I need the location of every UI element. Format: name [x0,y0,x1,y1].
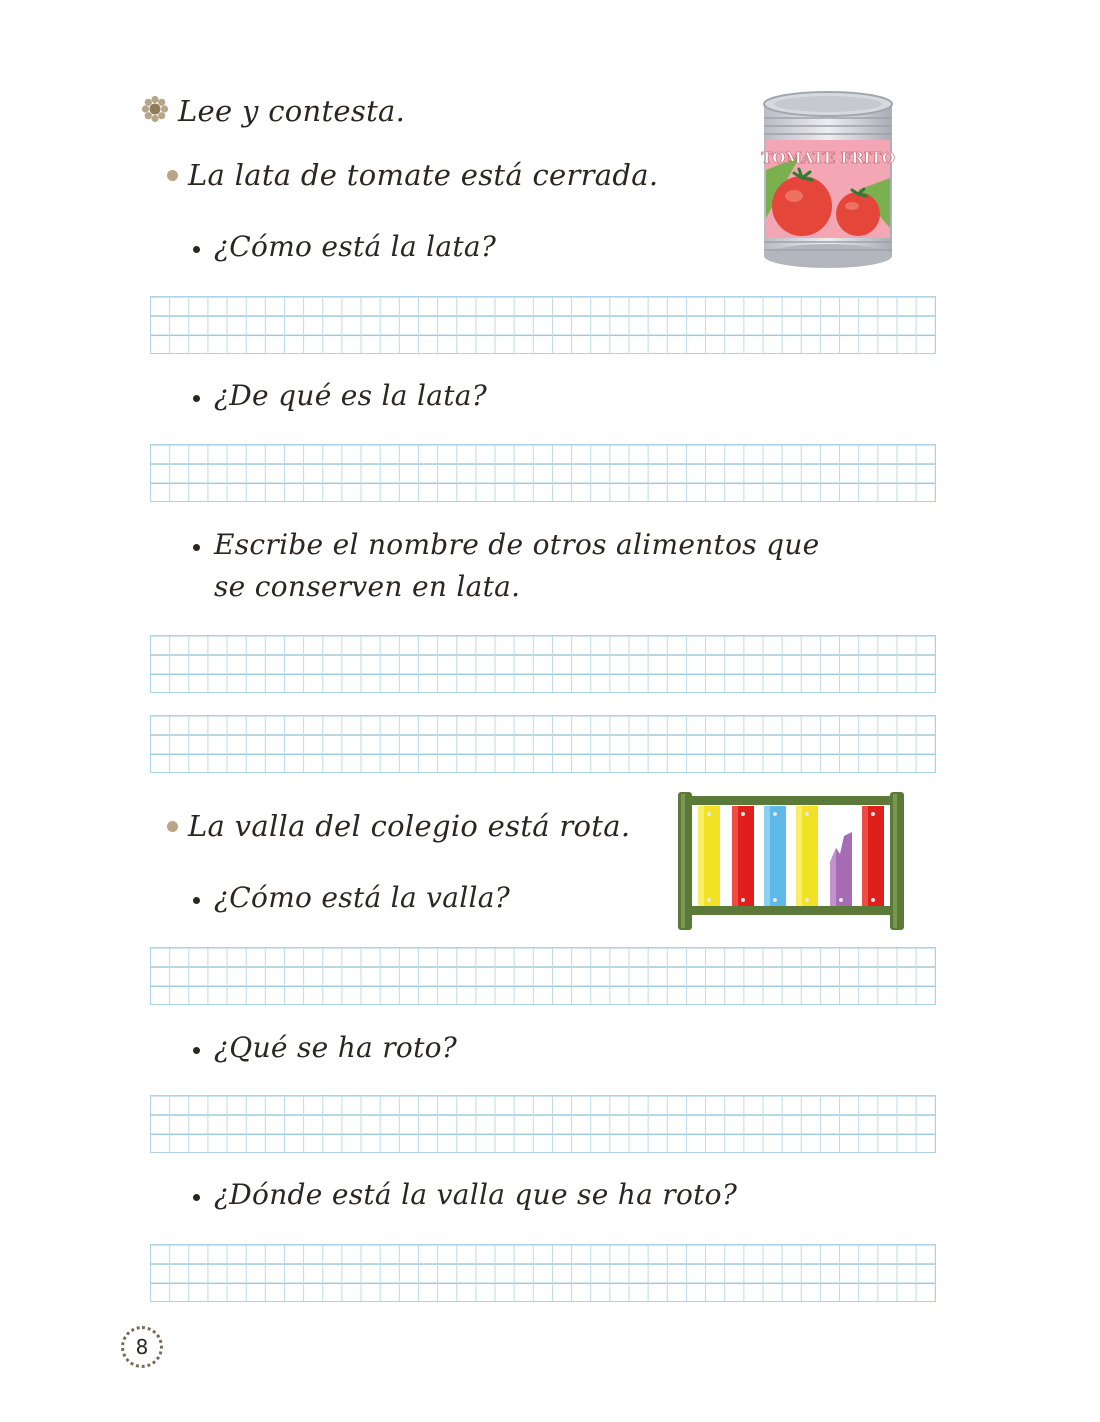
answer-grid-2[interactable] [150,444,936,502]
question-bullet [193,1047,200,1054]
question-bullet [193,544,200,551]
question-bullet [193,1194,200,1201]
statement-can: La lata de tomate está cerrada. [188,158,659,192]
answer-grid-7[interactable] [150,1244,936,1302]
flower-icon [141,95,169,123]
question-bullet [193,897,200,904]
question-fence-location: ¿Dónde está la valla que se ha roto? [214,1178,738,1211]
question-bullet [193,246,200,253]
answer-grid-5[interactable] [150,947,936,1005]
tomato-can-icon [760,90,896,272]
answer-grid-3[interactable] [150,635,936,693]
answer-grid-4[interactable] [150,715,936,773]
question-can-state: ¿Cómo está la lata? [214,230,497,263]
answer-grid-6[interactable] [150,1095,936,1153]
answer-grid-1[interactable] [150,296,936,354]
question-canned-foods: Escribe el nombre de otros alimentos que se conserven en lata. [214,528,820,603]
broken-fence-icon [676,790,908,932]
question-can-content: ¿De qué es la lata? [214,379,488,412]
question-what-broke: ¿Qué se ha roto? [214,1031,458,1064]
page-number: 8 [121,1326,163,1368]
statement-bullet [167,821,178,832]
exercise-heading: Lee y contesta. [178,94,406,128]
question-fence-state: ¿Cómo está la valla? [214,881,511,914]
question-bullet [193,395,200,402]
statement-fence: La valla del colegio está rota. [188,809,631,843]
statement-bullet [167,170,178,181]
can-label-text: TOMATE FRITO [761,149,895,167]
